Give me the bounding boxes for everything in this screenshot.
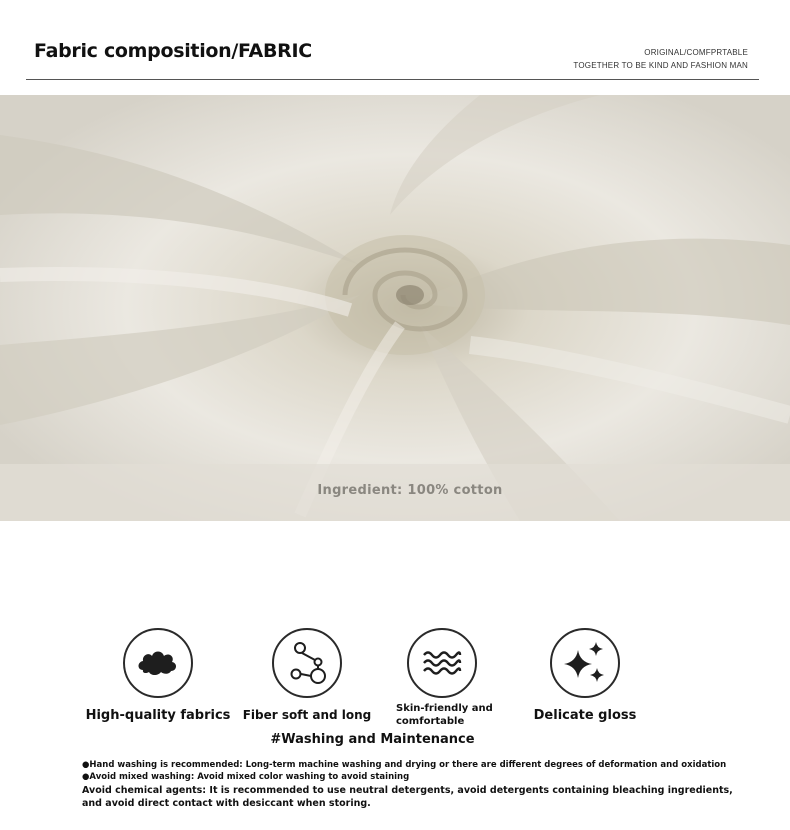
cloud-icon [123,628,193,698]
feature-label: Delicate gloss [533,708,637,723]
sparkle-icon [550,628,620,698]
feature-fiber-soft-and-long [238,628,376,722]
header-tagline-2: TOGETHER TO BE KIND AND FASHION MAN [573,61,748,70]
feature-label: High-quality fabrics [85,708,231,723]
fabric-swirl-image [0,95,790,521]
feature-delicate-gloss [520,628,650,723]
feature-label: Fiber soft and long [242,708,372,722]
ingredient-caption: Ingredient: 100% cotton [317,483,503,498]
header-divider [26,79,759,80]
washing-maintenance-title: #Washing and Maintenance [270,732,475,747]
page-title: Fabric composition/FABRIC [34,40,312,62]
feature-skin-friendly [386,628,498,728]
molecule-icon [272,628,342,698]
care-instructions-2: Avoid chemical agents: It is recommended to use neutral detergents, avoid detergents containing bleaching ingredients, and avoid direct contact with desiccant when storing. [82,785,733,809]
waves-icon [407,628,477,698]
care-instructions-1: ●Hand washing is recommended: Long-term machine washing and drying or there are different degrees of deformation and oxidation ●Avoid mixed washing: Avoid mixed color washing to avoid staining [82,760,727,782]
feature-high-quality-fabrics [83,628,233,723]
header-tagline-1: ORIGINAL/COMFPRTABLE [644,48,748,57]
feature-label: Skin-friendly and comfortable [396,703,493,727]
fabric-photo [0,95,790,521]
